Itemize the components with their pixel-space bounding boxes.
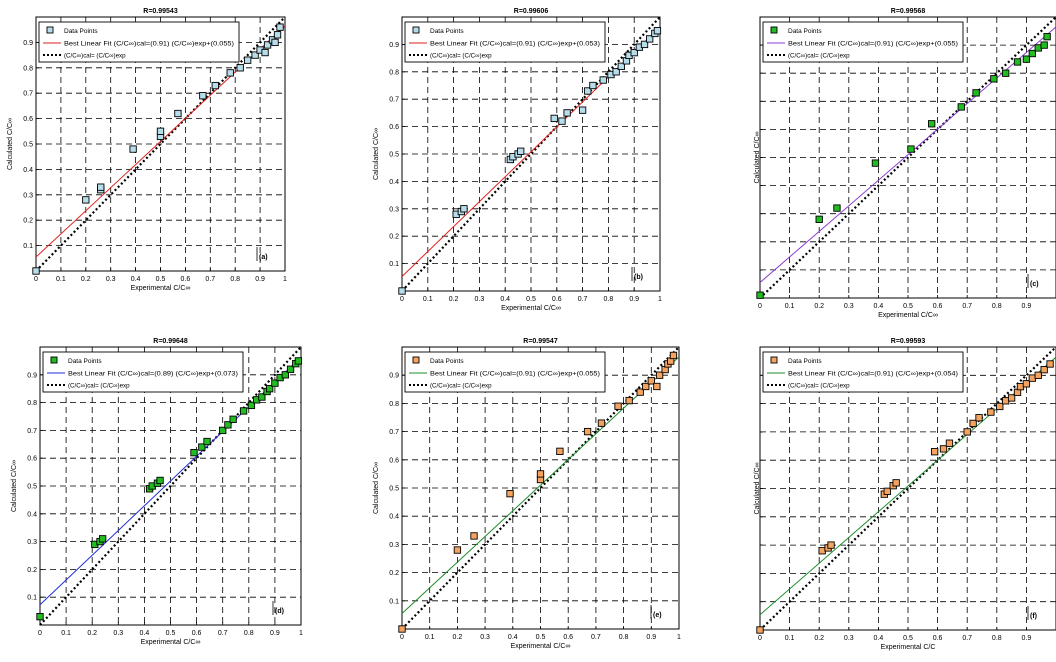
data-point — [33, 268, 39, 274]
legend-label-fit-line: Best Linear Fit (C/C∞)cal=(0.91) (C/C∞)exp+(0.053) — [430, 40, 600, 48]
x-tick-label: 0 — [758, 303, 762, 310]
chart-svg-d — [0, 330, 330, 662]
data-point — [1035, 372, 1041, 378]
x-tick-label: 0.2 — [448, 296, 459, 303]
chart-svg-a — [0, 0, 298, 302]
x-tick-label: 0.6 — [191, 630, 202, 637]
x-tick-label: 0.3 — [843, 635, 854, 642]
y-axis-label: Calculated C/C∞ — [754, 462, 761, 515]
data-point — [997, 403, 1003, 409]
data-point — [559, 118, 565, 124]
x-tick-label: 1 — [283, 276, 287, 283]
x-tick-label: 0.8 — [230, 276, 241, 283]
data-point — [590, 82, 596, 88]
x-tick-label: 0.9 — [270, 630, 280, 637]
x-tick-label: 0.9 — [629, 296, 640, 303]
legend-marker-data-points — [771, 27, 777, 33]
x-tick-label: 0.1 — [784, 303, 795, 310]
x-tick-label: 0.1 — [61, 630, 71, 637]
legend-marker-data-points — [771, 357, 777, 363]
x-tick-label: 1 — [658, 296, 662, 303]
data-point — [230, 416, 236, 422]
data-point — [893, 480, 899, 486]
y-tick-label: 0.7 — [389, 429, 399, 437]
x-tick-label: 0.1 — [56, 276, 66, 283]
y-tick-label: 0.8 — [389, 69, 399, 77]
data-point — [1023, 381, 1029, 387]
data-point — [99, 536, 105, 542]
legend-marker-data-points — [51, 357, 57, 363]
x-axis-label: Experimental C/C∞ — [878, 312, 938, 319]
y-tick-label: 0.6 — [389, 124, 399, 132]
x-tick-label: 0.7 — [217, 630, 228, 637]
y-tick-label: 0.9 — [389, 372, 399, 380]
data-point — [816, 216, 822, 222]
x-tick-label: 0.3 — [113, 630, 124, 637]
x-tick-label: 1 — [677, 634, 681, 641]
x-tick-label: 0.3 — [105, 276, 116, 283]
y-tick-label: 0.6 — [389, 457, 399, 465]
panel-label: (d) — [275, 608, 284, 615]
data-point — [946, 440, 952, 446]
data-point — [274, 32, 280, 38]
data-point — [557, 448, 563, 454]
y-tick-label: 0.7 — [27, 427, 37, 435]
panel-label: (b) — [634, 274, 643, 281]
data-point — [757, 292, 763, 298]
data-point — [98, 184, 104, 190]
x-tick-label: 0.8 — [991, 635, 1002, 642]
legend-label-data-points: Data Points — [788, 358, 822, 365]
data-point — [507, 490, 513, 496]
chart-svg-f — [752, 330, 1056, 662]
x-tick-label: 0.6 — [932, 635, 943, 642]
legend — [763, 22, 963, 62]
data-point — [551, 115, 557, 121]
legend-label-identity-line: (C/C∞)cal= (C/C∞)exp — [430, 52, 492, 60]
y-tick-label: 0.2 — [389, 233, 399, 241]
data-point — [834, 205, 840, 211]
data-point — [295, 358, 301, 364]
y-tick-label: 0.5 — [23, 141, 33, 149]
y-tick-label: 0.5 — [389, 485, 399, 493]
legend-label-data-points: Data Points — [430, 358, 464, 365]
legend-marker-data-points — [413, 357, 419, 363]
x-tick-label: 0.2 — [80, 276, 91, 283]
x-axis-label: Experimental C/C∞ — [501, 305, 561, 312]
data-point — [973, 90, 979, 96]
data-point — [828, 542, 834, 548]
x-tick-label: 0.3 — [480, 634, 490, 641]
panel-label: (a) — [259, 254, 268, 261]
legend — [39, 22, 239, 62]
x-tick-label: 0.7 — [577, 296, 588, 303]
data-point — [1002, 70, 1008, 76]
data-point — [262, 49, 268, 55]
data-point — [600, 77, 606, 83]
data-point — [191, 449, 197, 455]
data-point — [399, 288, 405, 294]
data-point — [277, 24, 283, 30]
legend-label-data-points: Data Points — [430, 28, 464, 35]
data-point — [200, 93, 206, 99]
x-tick-label: 0.3 — [843, 303, 854, 310]
data-point — [964, 429, 970, 435]
chart-panel-f — [752, 330, 1056, 662]
chart-title: R=0.99547 — [523, 338, 558, 345]
x-tick-label: 0.9 — [255, 276, 265, 283]
x-tick-label: 0.1 — [422, 296, 433, 303]
legend-label-fit-line: Best Linear Fit (C/C∞)cal=(0.91) (C/C∞)exp+(0.054) — [788, 370, 958, 378]
x-tick-label: 0.9 — [1021, 303, 1032, 310]
x-tick-label: 0 — [758, 635, 762, 642]
x-tick-label: 0.5 — [535, 634, 546, 641]
x-tick-label: 0.7 — [591, 634, 601, 641]
data-point — [991, 76, 997, 82]
x-tick-label: 0.6 — [180, 276, 191, 283]
y-tick-label: 0.4 — [389, 178, 399, 186]
data-point — [988, 409, 994, 415]
chart-panel-a — [0, 0, 298, 302]
x-tick-label: 0.4 — [873, 303, 884, 310]
data-point — [564, 110, 570, 116]
chart-title: R=0.99543 — [143, 8, 178, 15]
data-point — [37, 613, 43, 619]
x-tick-label: 0.8 — [603, 296, 614, 303]
x-tick-label: 0.1 — [784, 635, 795, 642]
x-tick-label: 0.7 — [962, 635, 973, 642]
data-point — [399, 626, 405, 632]
y-tick-label: 0.9 — [389, 41, 399, 49]
data-point — [517, 148, 523, 154]
y-tick-label: 0.8 — [23, 65, 33, 73]
data-point — [537, 471, 543, 477]
y-tick-label: 0.8 — [389, 400, 399, 408]
y-tick-label: 0.1 — [27, 594, 37, 602]
legend-marker-data-points — [47, 27, 53, 33]
y-tick-label: 0.3 — [27, 539, 37, 547]
legend — [763, 352, 963, 392]
data-point — [1002, 398, 1008, 404]
data-point — [83, 197, 89, 203]
data-point — [471, 533, 477, 539]
x-tick-label: 0.2 — [814, 635, 825, 642]
data-point — [928, 121, 934, 127]
chart-svg-b — [356, 0, 674, 320]
x-tick-label: 0.8 — [243, 630, 254, 637]
x-axis-label: Experimental C/C — [880, 644, 936, 651]
x-tick-label: 0.4 — [130, 276, 141, 283]
data-point — [1008, 395, 1014, 401]
legend-label-fit-line: Best Linear Fit (C/C∞)cal=(0.91) (C/C∞)exp+(0.055) — [64, 40, 234, 48]
y-axis-label: Calculated C/C∞ — [11, 459, 18, 513]
y-tick-label: 0.3 — [23, 192, 33, 200]
data-point — [212, 82, 218, 88]
y-tick-label: 0.9 — [27, 372, 37, 380]
y-axis-label: Calculated C/C∞ — [754, 131, 761, 184]
x-tick-label: 0.6 — [932, 303, 943, 310]
x-tick-label: 0.4 — [873, 635, 884, 642]
x-tick-label: 0.6 — [563, 634, 574, 641]
data-point — [940, 446, 946, 452]
data-point — [237, 65, 243, 71]
y-tick-label: 0.1 — [23, 243, 33, 251]
legend-label-identity-line: (C/C∞)cal= (C/C∞)exp — [64, 52, 126, 60]
data-point — [454, 547, 460, 553]
y-axis-label: Calculated C/C∞ — [373, 127, 380, 181]
legend — [405, 22, 605, 62]
y-tick-label: 0.3 — [389, 206, 399, 214]
x-tick-label: 0.2 — [814, 303, 825, 310]
y-tick-label: 0.2 — [389, 570, 399, 578]
legend-label-identity-line: (C/C∞)cal= (C/C∞)exp — [788, 52, 850, 60]
data-point — [908, 146, 914, 152]
x-tick-label: 0.5 — [903, 635, 913, 642]
panel-label: (f) — [1030, 613, 1037, 620]
legend-label-fit-line: Best Linear Fit (C/C∞)cal=(0.91) (C/C∞)exp+(0.055) — [788, 40, 958, 48]
y-tick-label: 0.4 — [389, 513, 399, 521]
chart-title: R=0.99648 — [153, 338, 188, 345]
legend-label-data-points: Data Points — [68, 358, 102, 365]
y-tick-label: 0.5 — [389, 151, 399, 159]
legend-label-identity-line: (C/C∞)cal= (C/C∞)exp — [68, 382, 130, 390]
data-point — [958, 104, 964, 110]
data-point — [1029, 375, 1035, 381]
x-tick-label: 0.4 — [500, 296, 511, 303]
x-tick-label: 0.4 — [139, 630, 150, 637]
x-tick-label: 0.3 — [474, 296, 485, 303]
x-tick-label: 0 — [400, 296, 404, 303]
data-point — [130, 146, 136, 152]
legend — [43, 352, 243, 392]
x-axis-label: Experimental C/C∞ — [130, 285, 191, 292]
data-point — [157, 128, 163, 134]
y-tick-label: 0.1 — [389, 598, 399, 606]
chart-title: R=0.99568 — [890, 8, 926, 15]
panel-label: (c) — [1030, 281, 1039, 288]
x-tick-label: 0.7 — [962, 303, 973, 310]
x-tick-label: 0.5 — [526, 296, 536, 303]
chart-svg-e — [370, 330, 692, 662]
chart-panel-e — [370, 330, 692, 662]
data-point — [931, 449, 937, 455]
chart-svg-c — [752, 0, 1056, 330]
panel-label: (e) — [653, 612, 662, 619]
data-point — [240, 408, 246, 414]
legend-label-identity-line: (C/C∞)cal= (C/C∞)exp — [788, 382, 850, 390]
data-point — [626, 397, 632, 403]
y-tick-label: 0.9 — [23, 39, 33, 47]
legend-label-fit-line: Best Linear Fit (C/C∞)cal=(0.89) (C/C∞)exp+(0.073) — [68, 370, 238, 378]
y-tick-label: 0.4 — [23, 166, 33, 174]
data-point — [272, 39, 278, 45]
x-tick-label: 1 — [299, 630, 303, 637]
data-point — [615, 403, 621, 409]
data-point — [584, 428, 590, 434]
y-tick-label: 0.7 — [389, 96, 399, 104]
x-tick-label: 0.2 — [87, 630, 98, 637]
data-point — [1041, 42, 1047, 48]
chart-panel-c — [752, 0, 1056, 330]
y-tick-label: 0.2 — [23, 217, 33, 225]
x-tick-label: 0.4 — [507, 634, 518, 641]
data-point — [244, 57, 250, 63]
legend-label-fit-line: Best Linear Fit (C/C∞)cal=(0.91) (C/C∞)exp+(0.055) — [430, 370, 600, 378]
x-tick-label: 0.6 — [551, 296, 562, 303]
data-point — [654, 28, 660, 34]
y-tick-label: 0.2 — [27, 566, 37, 574]
data-point — [157, 477, 163, 483]
legend — [405, 352, 605, 392]
x-tick-label: 0 — [34, 276, 38, 283]
chart-title: R=0.99606 — [513, 8, 549, 15]
x-tick-label: 0.8 — [991, 303, 1002, 310]
y-tick-label: 0.6 — [23, 116, 33, 124]
x-tick-label: 0 — [38, 630, 42, 637]
data-point — [1044, 33, 1050, 39]
chart-panel-b — [356, 0, 674, 320]
data-point — [970, 420, 976, 426]
data-point — [976, 415, 982, 421]
x-tick-label: 0 — [400, 634, 404, 641]
x-tick-label: 0.9 — [646, 634, 657, 641]
data-point — [1047, 361, 1053, 367]
x-tick-label: 0.5 — [903, 303, 913, 310]
x-axis-label: Experimental C/C∞ — [510, 643, 571, 650]
y-tick-label: 0.1 — [389, 261, 399, 269]
data-point — [1035, 45, 1041, 51]
x-tick-label: 0.5 — [155, 276, 166, 283]
y-tick-label: 0.8 — [27, 400, 37, 408]
data-point — [819, 548, 825, 554]
legend-label-data-points: Data Points — [64, 28, 98, 35]
y-tick-label: 0.5 — [27, 483, 37, 491]
y-axis-label: Calculated C/C∞ — [373, 461, 380, 515]
x-tick-label: 0.1 — [424, 634, 435, 641]
y-tick-label: 0.3 — [389, 541, 399, 549]
x-tick-label: 0.8 — [618, 634, 629, 641]
x-tick-label: 0.7 — [205, 276, 216, 283]
data-point — [175, 110, 181, 116]
data-point — [1017, 383, 1023, 389]
data-point — [757, 627, 763, 633]
legend-label-data-points: Data Points — [788, 28, 822, 35]
data-point — [1041, 366, 1047, 372]
legend-marker-data-points — [413, 27, 419, 33]
data-point — [204, 438, 210, 444]
data-point — [1023, 56, 1029, 62]
y-tick-label: 0.7 — [23, 90, 33, 98]
x-tick-label: 0.2 — [452, 634, 463, 641]
data-point — [884, 488, 890, 494]
data-point — [872, 160, 878, 166]
data-point — [1014, 59, 1020, 65]
chart-panel-d — [0, 330, 330, 662]
x-tick-label: 0.5 — [165, 630, 176, 637]
data-point — [1029, 50, 1035, 56]
legend-label-identity-line: (C/C∞)cal= (C/C∞)exp — [430, 382, 492, 390]
data-point — [227, 70, 233, 76]
chart-title: R=0.99593 — [890, 338, 926, 345]
data-point — [670, 352, 676, 358]
data-point — [654, 383, 660, 389]
y-tick-label: 0.6 — [27, 455, 37, 463]
data-point — [579, 107, 585, 113]
y-axis-label: Calculated C/C∞ — [7, 117, 14, 171]
x-tick-label: 0.9 — [1021, 635, 1032, 642]
y-tick-label: 0.4 — [27, 511, 37, 519]
x-axis-label: Experimental C/C∞ — [140, 639, 201, 646]
data-point — [598, 420, 604, 426]
data-point — [461, 206, 467, 212]
